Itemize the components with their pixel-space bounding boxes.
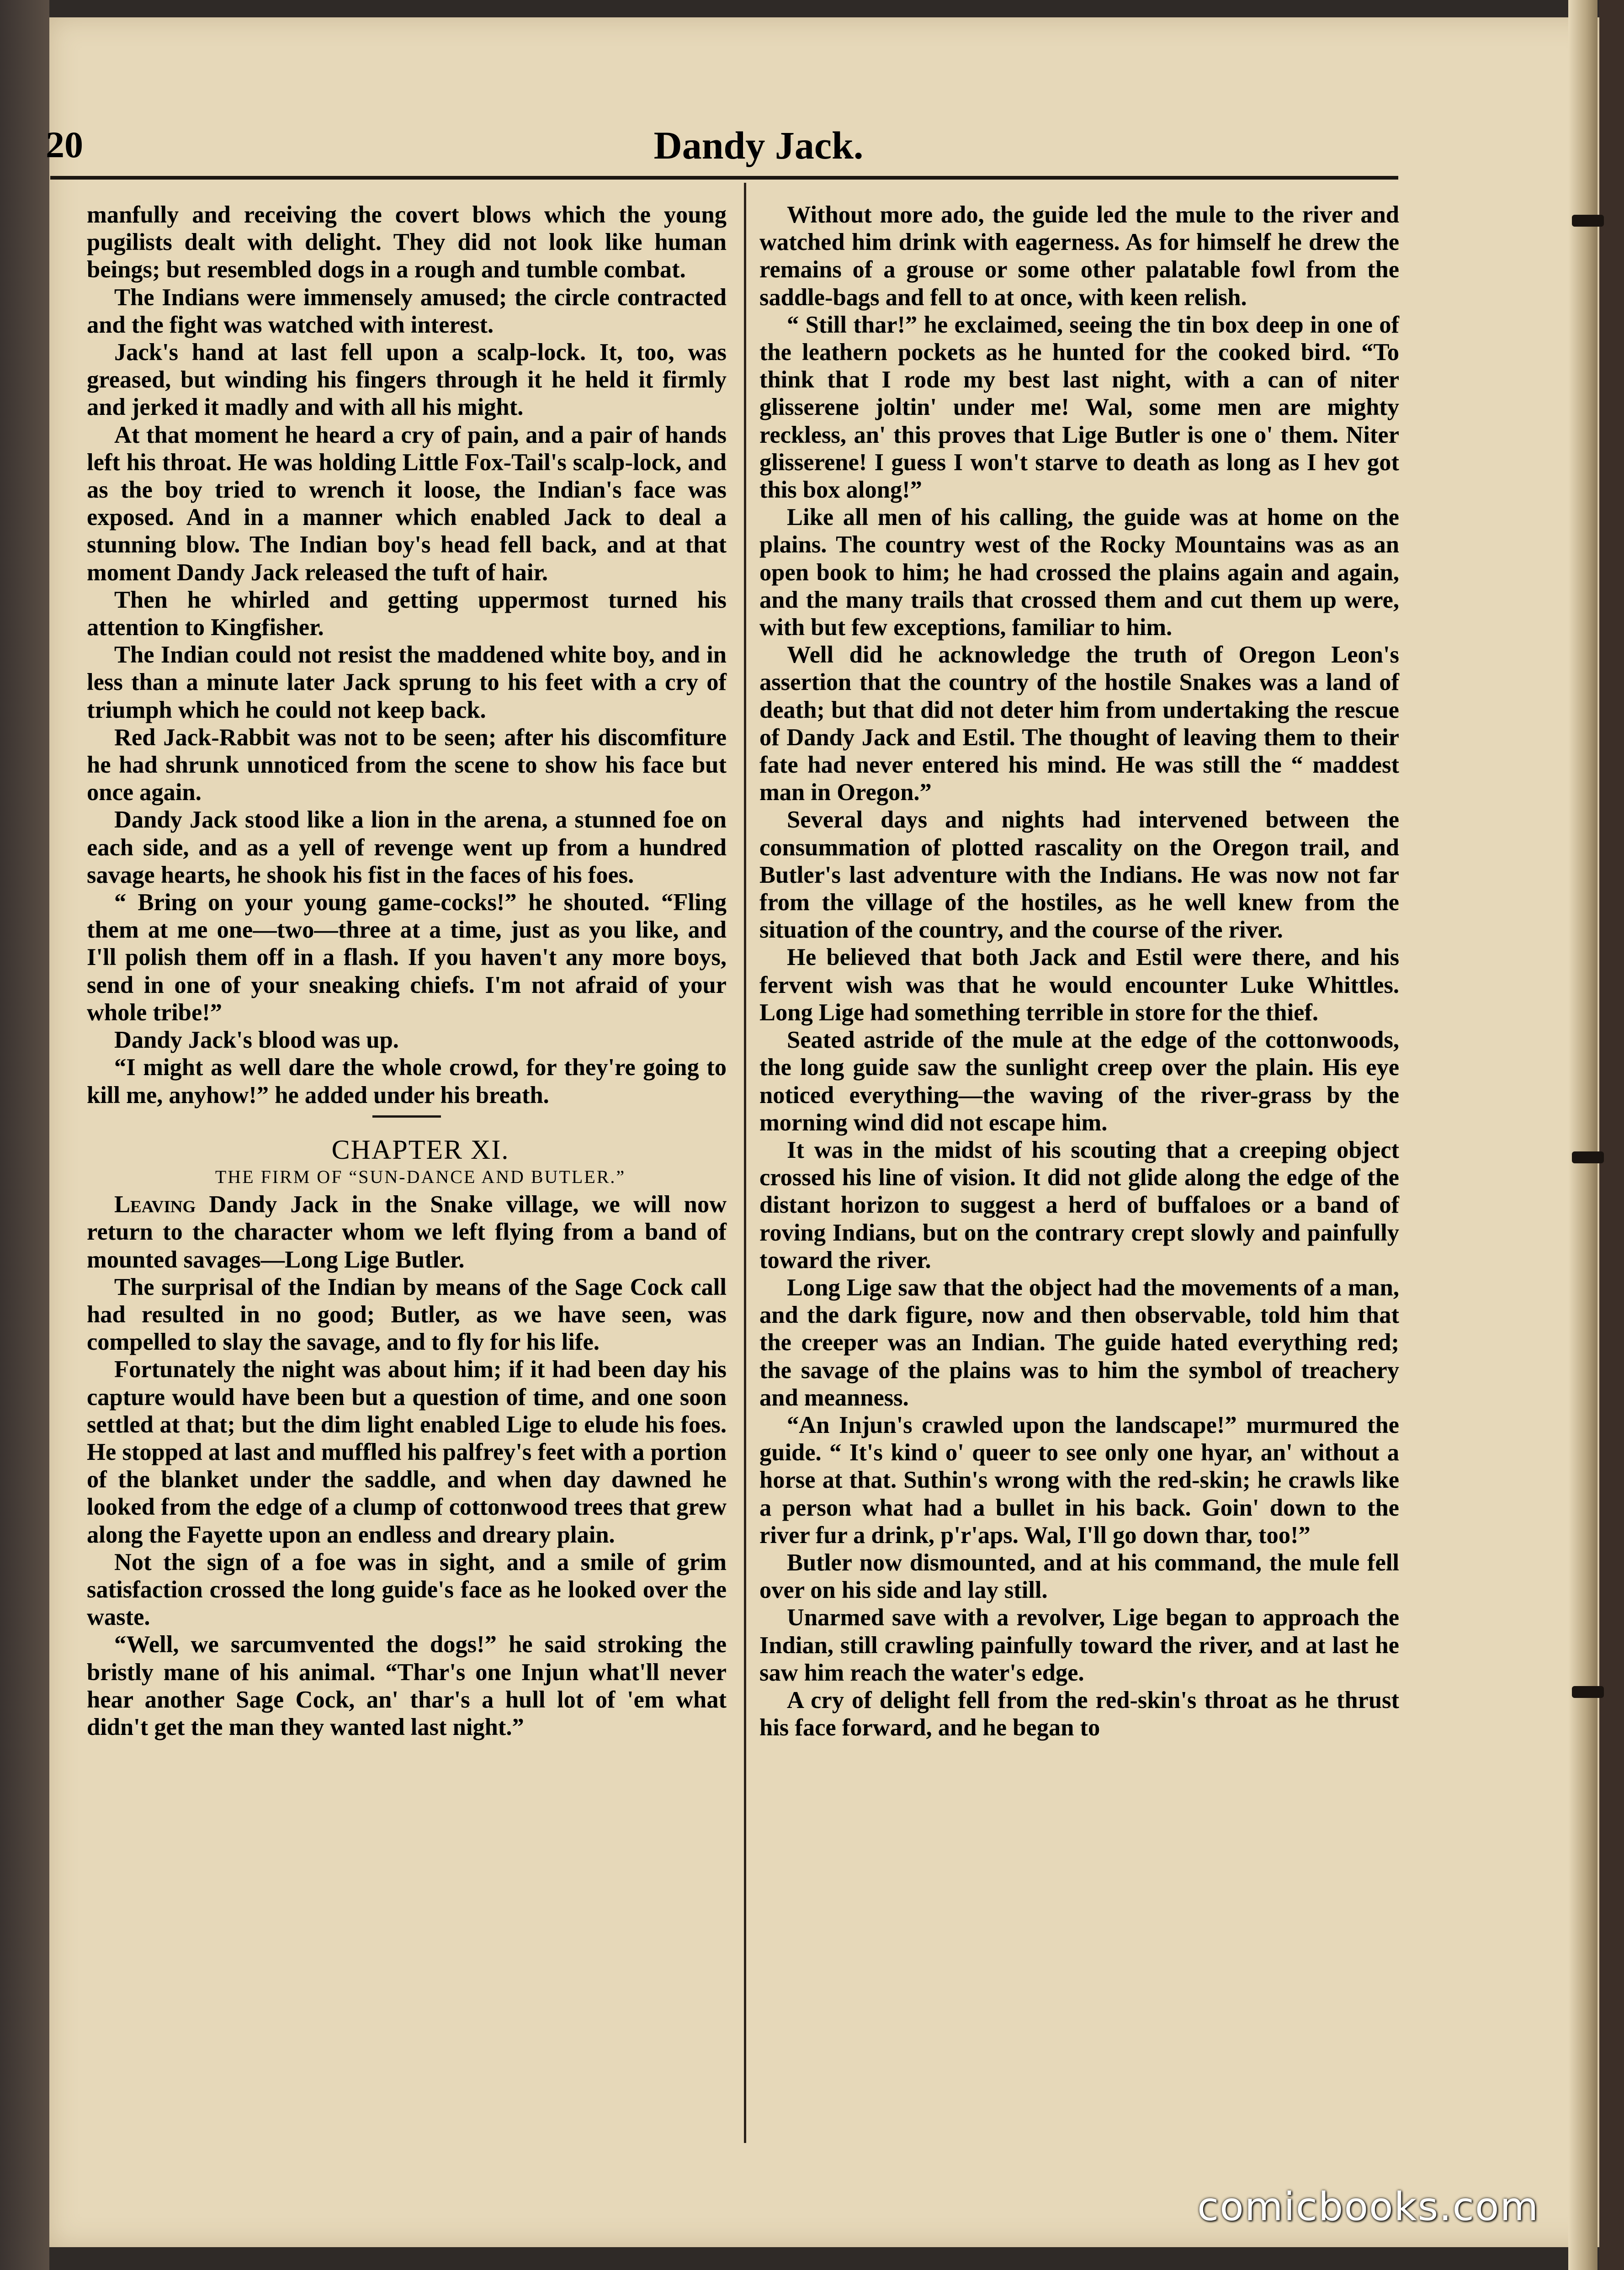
paragraph: “An Injun's crawled upon the landscape!” murmured the guide. “ It's kind o' queer to see only one hyar, an' without a horse at that. Suthin's wrong with the red-skin; he crawls like a person what had a bullet in his back. Goin' down to the river fur a drink, p'r'aps. Wal, I'll go down thar, too!” bbox=[759, 1411, 1399, 1549]
left-column bbox=[87, 201, 727, 1741]
paragraph: Not the sign of a foe was in sight, and a smile of grim satisfaction crossed the long guide's face as he looked over the waste. bbox=[87, 1549, 727, 1631]
paragraph: Red Jack-Rabbit was not to be seen; after his discomfiture he had shrunk unnoticed from the scene to show his face but once again. bbox=[87, 724, 727, 806]
paragraph: Jack's hand at last fell upon a scalp-lock. It, too, was greased, but winding his fingers through it he held it firmly and jerked it madly and with all his might. bbox=[87, 339, 727, 421]
page-binding-edge bbox=[1568, 0, 1597, 2270]
paragraph: Long Lige saw that the object had the movements of a man, and the dark figure, now and then observable, told him that the creeper was an Indian. The guide hated everything red; the savage of the plains was to him the symbol of treachery and meanness. bbox=[759, 1274, 1399, 1411]
paragraph: Well did he acknowledge the truth of Oregon Leon's assertion that the country of the hostile Snakes was a land of death; but that did not deter him from undertaking the rescue of Dandy Jack and Estil. The thought of leaving them to their fate had never entered his mind. He was still the “ maddest man in Oregon.” bbox=[759, 642, 1399, 806]
running-title: Dandy Jack. bbox=[653, 123, 864, 167]
header-rule bbox=[50, 176, 1398, 180]
paragraph: “I might as well dare the whole crowd, for they're going to kill me, anyhow!” he added under his breath. bbox=[87, 1054, 727, 1108]
paragraph: The Indians were immensely amused; the circle contracted and the fight was watched with interest. bbox=[87, 284, 727, 338]
paragraph: “ Still thar!” he exclaimed, seeing the tin box deep in one of the leathern pockets as he hunted for the cooked bird. “To think that I rode my best last night, with a can of niter glisserene joltin' under me! Wal, some men are mighty reckless, an' this proves that Lige Butler is one o' them. Niter glisserene! I guess I won't starve to death as long as I hev got this box along!” bbox=[759, 311, 1399, 504]
chapter-opening-paragraph bbox=[87, 1191, 727, 1273]
scan-right-edge bbox=[1599, 0, 1624, 2270]
paragraph: Like all men of his calling, the guide was at home on the plains. The country west of the Rocky Mountains was as an open book to him; he had crossed the plains again and again, and the many trails that crossed them and cut them up were, with but few exceptions, familiar to him. bbox=[759, 504, 1399, 641]
paragraph: Then he whirled and getting uppermost turned his attention to Kingfisher. bbox=[87, 586, 727, 641]
paragraph: Unarmed save with a revolver, Lige began to approach the Indian, still crawling painfully toward the river, and at last he saw him reach the water's edge. bbox=[759, 1604, 1399, 1686]
paragraph: It was in the midst of his scouting that a creeping object crossed his line of vision. It did not glide along the edge of the distant horizon to suggest a herd of buffaloes or a band of roving Indians, but on the contrary crept slowly and painfully toward the river. bbox=[759, 1136, 1399, 1273]
paragraph: Several days and nights had intervened between the consummation of plotted rascality on the Oregon trail, and Butler's last adventure with the Indians. He was now not far from the village of the hostiles, as he well knew from the situation of the country, and the course of the river. bbox=[759, 806, 1399, 944]
paragraph: Without more ado, the guide led the mule to the river and watched him drink with eagerness. As for himself he drew the remains of a grouse or some other palatable fowl from the saddle-bags and fell to at once, with keen relish. bbox=[759, 202, 1399, 311]
scan-left-edge bbox=[0, 0, 49, 2270]
paragraph: Dandy Jack stood like a lion in the arena, a stunned foe on each side, and as a yell of revenge went up from a hundred savage hearts, he shook his fist in the faces of his foes. bbox=[87, 806, 727, 888]
paragraph: “ Bring on your young game-cocks!” he shouted. “Fling them at me one—two—three at a time, just as you like, and I'll polish them off in a flash. If you haven't any more boys, send in one of your sneaking chiefs. I'm not afraid of your whole tribe!” bbox=[87, 889, 727, 1026]
paragraph: He believed that both Jack and Estil were there, and his fervent wish was that he would encounter Luke Whittles. Long Lige had something terrible in store for the thief. bbox=[759, 944, 1399, 1026]
binding-staple bbox=[1572, 215, 1604, 227]
paragraph: The Indian could not resist the maddened white boy, and in less than a minute later Jack sprung to his feet with a cry of triumph which he could not keep back. bbox=[87, 642, 727, 723]
paragraph: At that moment he heard a cry of pain, and a pair of hands left his throat. He was holding Little Fox-Tail's scalp-lock, and as the boy tried to wrench it loose, the Indian's face was exposed. And in a manner which enabled Jack to deal a stunning blow. The Indian boy's head fell back, and at that moment Dandy Jack released the tuft of hair. bbox=[87, 421, 727, 586]
right-column bbox=[759, 201, 1399, 1741]
lead-text: Dandy Jack in the Snake village, we will now return to the character whom we left flying from a band of mounted savages—Long Lige Butler. bbox=[87, 1191, 727, 1273]
site-watermark: comicbooks.com bbox=[1197, 2184, 1539, 2230]
paragraph: “Well, we sarcumvented the dogs!” he said stroking the bristly mane of his animal. “Thar's one Injun what'll never hear another Sage Cock, an' thar's a hull lot of 'em what didn't get the man they wanted last night.” bbox=[87, 1631, 727, 1740]
paragraph: Seated astride of the mule at the edge of the cottonwoods, the long guide saw the sunlight creep over the plain. His eye noticed everything—the waving of the river-grass by the morning wind did not escape him. bbox=[759, 1027, 1399, 1136]
section-separator bbox=[372, 1115, 441, 1118]
paragraph: The surprisal of the Indian by means of the Sage Cock call had resulted in no good; Butler, as we have seen, was compelled to slay the savage, and to fly for his life. bbox=[87, 1273, 727, 1356]
column-divider bbox=[744, 183, 746, 2143]
paragraph: Fortunately the night was about him; if it had been day his capture would have been but a question of time, and one soon settled at that; but the dim light enabled Lige to elude his foes. He stopped at last and muffled his palfrey's feet with a portion of the blanket under the saddle, and when day dawned he looked from the edge of a clump of cottonwood trees that grew along the Fayette upon an endless and dreary plain. bbox=[87, 1356, 727, 1548]
paragraph: A cry of delight fell from the red-skin's throat as he thrust his face forward, and he began to bbox=[759, 1687, 1399, 1741]
paragraph: Butler now dismounted, and at his command, the mule fell over on his side and lay still. bbox=[759, 1549, 1399, 1604]
binding-staple bbox=[1572, 1151, 1604, 1163]
lead-word: Leaving bbox=[114, 1191, 196, 1218]
paragraph: manfully and receiving the covert blows which the young pugilists dealt with delight. They did not look like human beings; but resembled dogs in a rough and tumble combat. bbox=[87, 202, 727, 283]
paragraph: Dandy Jack's blood was up. bbox=[114, 1027, 399, 1054]
page-number: 20 bbox=[46, 124, 83, 165]
binding-staple bbox=[1572, 1686, 1604, 1698]
chapter-subtitle: THE FIRM OF “SUN-DANCE AND BUTLER.” bbox=[215, 1166, 626, 1187]
chapter-heading: CHAPTER XI. bbox=[331, 1134, 509, 1165]
